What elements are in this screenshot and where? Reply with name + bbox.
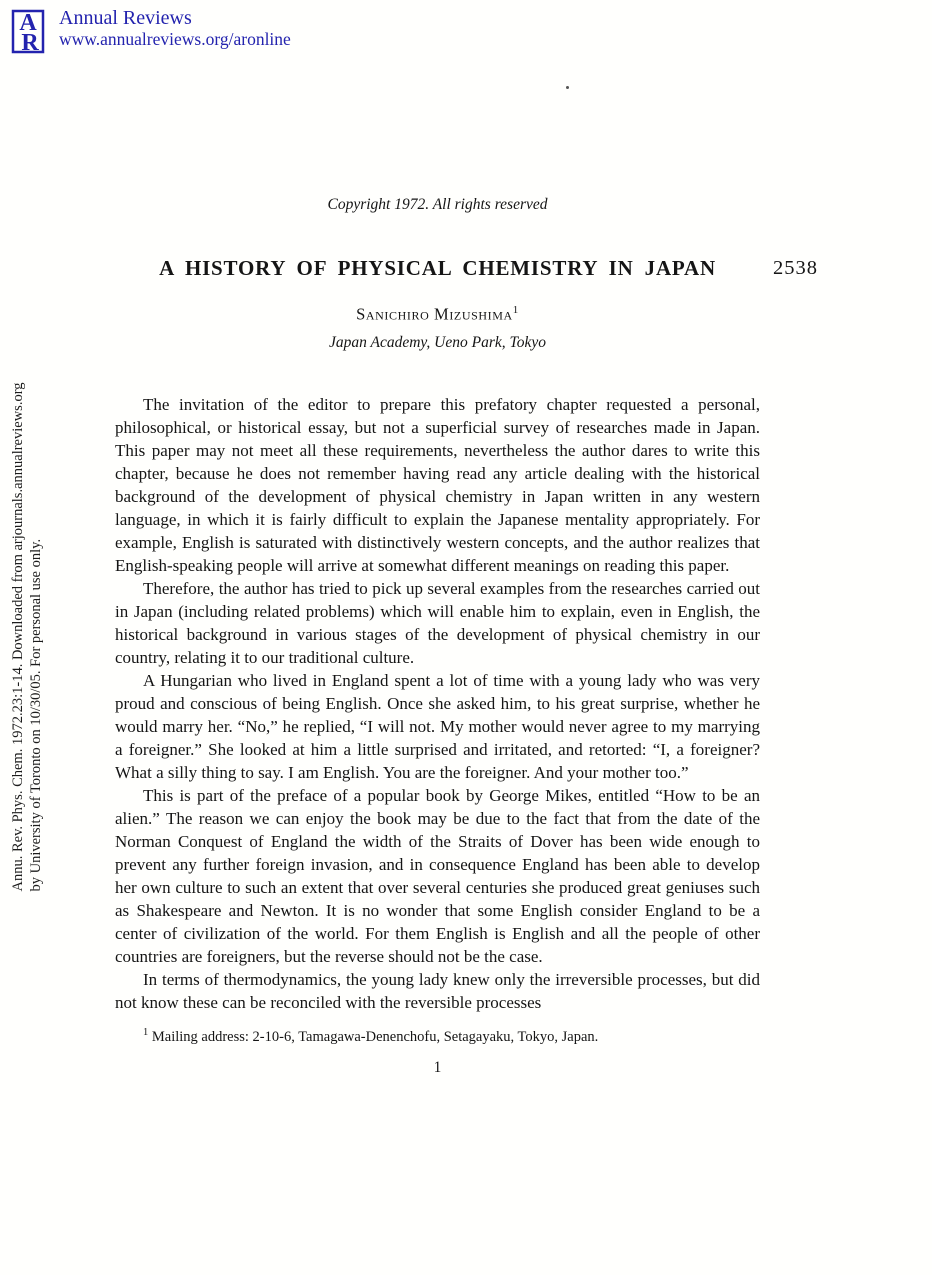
author-text: Sanichiro Mizushima — [356, 304, 513, 324]
article-body — [115, 393, 760, 1014]
article-number: 2538 — [773, 257, 818, 279]
article-content — [115, 0, 818, 1077]
logo-letter-a: A — [19, 10, 37, 36]
site-url-link[interactable]: www.annualreviews.org/aronline — [59, 29, 291, 49]
author-footnote-marker: 1 — [512, 304, 519, 316]
citation-line-1: Annu. Rev. Phys. Chem. 1972.23:1-14. Downloaded from arjournals.annualreviews.org — [10, 382, 26, 892]
paragraph-5: In terms of thermodynamics, the young lady knew only the irreversible processes, but did not know these can be reconciled with the reversible processes — [115, 969, 760, 1012]
journal-citation-sidebar — [9, 382, 45, 891]
article-title: A HISTORY OF PHYSICAL CHEMISTRY IN JAPAN — [159, 256, 716, 280]
paragraph-4: This is part of the preface of a popular book by George Mikes, entitled “How to be an alien.” The reason we can enjoy the book may be due to the fact that from the date of the Norman Conquest of England the width of the Straits of Dover has been wide enough to prevent any further foreign invasion, and in consequence England has been able to develop her own culture to such an extent that over several centuries she produced great geniuses such as Shakespeare and Newton. It is no wonder that some English consider England to be a center of civilization of the world. For them English is English and all the people of other countries are foreigners, but the reverse should not be the case. — [115, 785, 760, 966]
footnote-text: Mailing address: 2-10-6, Tamagawa-Denenchofu, Setagayaku, Tokyo, Japan. — [151, 1028, 599, 1045]
page-number: 1 — [433, 1059, 442, 1077]
paragraph-1: The invitation of the editor to prepare this prefatory chapter requested a personal, philosophical, or historical essay, but not a superficial survey of researches made in Japan. This paper may not meet all these requirements, nevertheless the author dares to write this chapter, because he does not remember having read any article dealing with the historical background of the development of physical chemistry in Japan written in any western language, in which it is fairly difficult to explain the Japanese mentality appropriately. For example, English is saturated with distinctively western concepts, and the author realizes that English-speaking people will arrive at somewhat different meanings on reading this paper. — [115, 394, 760, 575]
citation-line-2: by University of Toronto on 10/30/05. For personal use only. — [28, 538, 44, 892]
logo-letter-r: R — [21, 30, 39, 56]
paragraph-3: A Hungarian who lived in England spent a lot of time with a young lady who was very proud and conscious of being English. Once she asked him, to his great surprise, whether he would marry her. “No,” he replied, “I will not. My mother would never agree to my marrying a foreigner.” She looked at him a little surprised and irritated, and retorted: “I, a foreigner? What a silly thing to say. I am English. You are the foreigner. And your mother too.” — [115, 670, 760, 782]
affiliation: Japan Academy, Ueno Park, Tokyo — [329, 333, 546, 351]
copyright-line: Copyright 1972. All rights reserved — [327, 196, 548, 213]
footnote — [115, 1023, 760, 1047]
title-row — [115, 256, 818, 281]
author-name — [115, 304, 760, 325]
brand-link[interactable]: Annual Reviews — [59, 7, 192, 29]
footnote-marker: 1 — [143, 1026, 149, 1038]
annual-reviews-logo-icon — [10, 6, 50, 56]
paragraph-2: Therefore, the author has tried to pick up several examples from the researches carried out in Japan (including related problems) which will enable him to explain, even in English, the historical background in various stages of the development of physical chemistry in our country, relating it to our traditional culture. — [115, 578, 760, 667]
